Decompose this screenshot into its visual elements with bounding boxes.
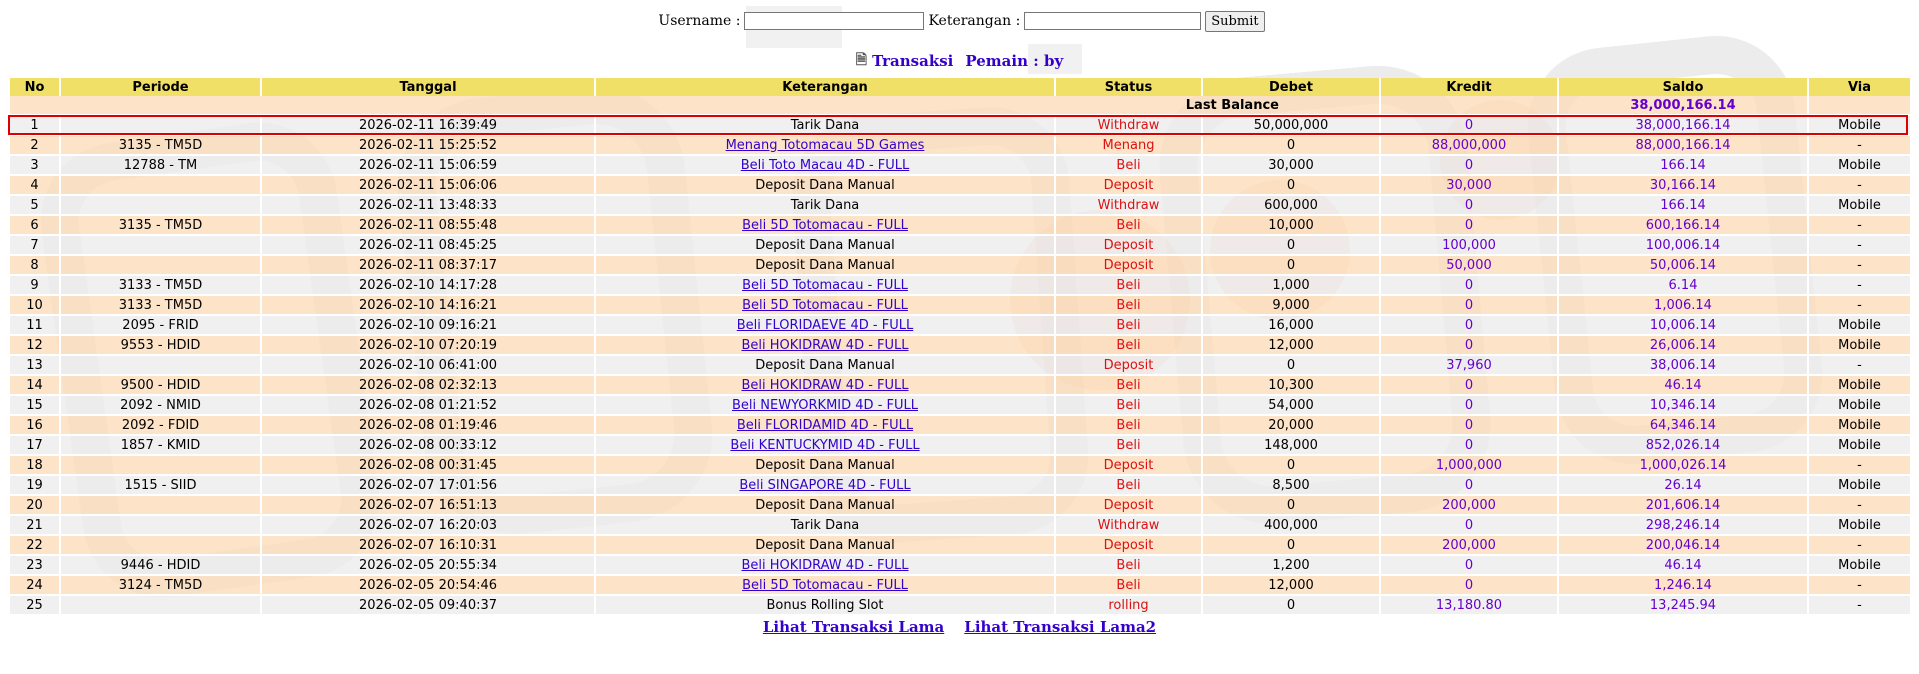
cell-no: 4	[10, 175, 60, 195]
cell-debet: 12,000	[1202, 575, 1380, 595]
col-periode: Periode	[60, 78, 261, 96]
table-row	[10, 535, 1911, 555]
table-row	[10, 595, 1911, 615]
cell-no: 3	[10, 155, 60, 175]
cell-periode: 2092 - NMID	[60, 395, 261, 415]
cell-tanggal: 2026-02-07 16:51:13	[261, 495, 595, 515]
cell-no: 10	[10, 295, 60, 315]
cell-status: Beli	[1055, 575, 1202, 595]
cell-keterangan: Deposit Dana Manual	[595, 235, 1055, 255]
table-row	[10, 135, 1911, 155]
cell-tanggal: 2026-02-10 14:16:21	[261, 295, 595, 315]
cell-debet: 0	[1202, 235, 1380, 255]
table-row	[10, 395, 1911, 415]
cell-status: Beli	[1055, 335, 1202, 355]
cell-saldo: 200,046.14	[1558, 535, 1808, 555]
table-row	[10, 175, 1911, 195]
cell-no: 24	[10, 575, 60, 595]
cell-debet: 0	[1202, 255, 1380, 275]
col-tanggal: Tanggal	[261, 78, 595, 96]
cell-kredit: 0	[1380, 275, 1558, 295]
table-row	[10, 495, 1911, 515]
keterangan-label: Keterangan :	[928, 13, 1021, 29]
table-row	[10, 315, 1911, 335]
cell-saldo: 38,006.14	[1558, 355, 1808, 375]
page-title	[0, 50, 1919, 72]
last-balance-value: 38,000,166.14	[1558, 96, 1808, 115]
cell-via: -	[1808, 175, 1911, 195]
cell-keterangan	[595, 135, 1055, 155]
cell-periode: 1515 - SIID	[60, 475, 261, 495]
cell-via: Mobile	[1808, 475, 1911, 495]
cell-kredit: 200,000	[1380, 495, 1558, 515]
table-row	[10, 555, 1911, 575]
col-kredit: Kredit	[1380, 78, 1558, 96]
cell-periode	[60, 115, 261, 135]
cell-no: 15	[10, 395, 60, 415]
cell-no: 21	[10, 515, 60, 535]
table-row	[10, 155, 1911, 175]
cell-via: -	[1808, 355, 1911, 375]
cell-no: 17	[10, 435, 60, 455]
keterangan-link[interactable]: Beli KENTUCKYMID 4D - FULL	[730, 437, 920, 453]
table-row	[10, 435, 1911, 455]
cell-no: 2	[10, 135, 60, 155]
cell-keterangan: Deposit Dana Manual	[595, 455, 1055, 475]
transaction-table	[10, 78, 1912, 616]
cell-saldo: 100,006.14	[1558, 235, 1808, 255]
cell-periode: 9553 - HDID	[60, 335, 261, 355]
cell-via: Mobile	[1808, 335, 1911, 355]
cell-no: 16	[10, 415, 60, 435]
cell-status: Deposit	[1055, 255, 1202, 275]
cell-via: Mobile	[1808, 315, 1911, 335]
cell-via: -	[1808, 255, 1911, 275]
cell-tanggal: 2026-02-11 15:25:52	[261, 135, 595, 155]
cell-debet: 10,000	[1202, 215, 1380, 235]
cell-keterangan: Bonus Rolling Slot	[595, 595, 1055, 615]
cell-keterangan	[595, 215, 1055, 235]
col-debet: Debet	[1202, 78, 1380, 96]
cell-keterangan	[595, 315, 1055, 335]
cell-kredit: 0	[1380, 395, 1558, 415]
cell-saldo: 13,245.94	[1558, 595, 1808, 615]
cell-tanggal: 2026-02-11 15:06:59	[261, 155, 595, 175]
cell-debet: 30,000	[1202, 155, 1380, 175]
table-row	[10, 295, 1911, 315]
cell-via: Mobile	[1808, 155, 1911, 175]
cell-tanggal: 2026-02-10 09:16:21	[261, 315, 595, 335]
cell-saldo: 6.14	[1558, 275, 1808, 295]
col-saldo: Saldo	[1558, 78, 1808, 96]
cell-tanggal: 2026-02-08 00:31:45	[261, 455, 595, 475]
cell-debet: 12,000	[1202, 335, 1380, 355]
keterangan-link[interactable]: Beli HOKIDRAW 4D - FULL	[741, 337, 909, 353]
submit-button[interactable]: Submit	[1205, 11, 1264, 32]
cell-via: Mobile	[1808, 195, 1911, 215]
cell-periode	[60, 495, 261, 515]
cell-no: 14	[10, 375, 60, 395]
table-row	[10, 475, 1911, 495]
cell-debet: 0	[1202, 455, 1380, 475]
cell-kredit: 0	[1380, 475, 1558, 495]
cell-keterangan	[595, 155, 1055, 175]
keterangan-link[interactable]: Menang Totomacau 5D Games	[725, 137, 925, 153]
cell-status: Beli	[1055, 215, 1202, 235]
table-row	[10, 255, 1911, 275]
cell-keterangan: Deposit Dana Manual	[595, 175, 1055, 195]
cell-via: -	[1808, 455, 1911, 475]
cell-via: -	[1808, 135, 1911, 155]
cell-via: Mobile	[1808, 115, 1911, 135]
cell-saldo: 852,026.14	[1558, 435, 1808, 455]
table-row	[10, 235, 1911, 255]
cell-status: Deposit	[1055, 355, 1202, 375]
keterangan-link[interactable]: Beli 5D Totomacau - FULL	[742, 217, 908, 233]
cell-kredit: 30,000	[1380, 175, 1558, 195]
cell-tanggal: 2026-02-08 01:19:46	[261, 415, 595, 435]
keterangan-link[interactable]: Beli FLORIDAEVE 4D - FULL	[736, 317, 914, 333]
cell-keterangan: Tarik Dana	[595, 115, 1055, 135]
cell-status: Withdraw	[1055, 515, 1202, 535]
cell-periode: 9500 - HDID	[60, 375, 261, 395]
cell-no: 13	[10, 355, 60, 375]
cell-status: Deposit	[1055, 235, 1202, 255]
cell-no: 7	[10, 235, 60, 255]
cell-periode	[60, 595, 261, 615]
cell-saldo: 10,006.14	[1558, 315, 1808, 335]
cell-tanggal: 2026-02-05 20:55:34	[261, 555, 595, 575]
cell-periode	[60, 235, 261, 255]
cell-kredit: 0	[1380, 155, 1558, 175]
cell-keterangan	[595, 475, 1055, 495]
cell-kredit: 0	[1380, 315, 1558, 335]
cell-status: Menang	[1055, 135, 1202, 155]
title-pemain: Pemain : by	[965, 52, 1064, 70]
cell-tanggal: 2026-02-10 07:20:19	[261, 335, 595, 355]
table-row	[10, 215, 1911, 235]
cell-saldo: 166.14	[1558, 195, 1808, 215]
cell-tanggal: 2026-02-11 16:39:49	[261, 115, 595, 135]
keterangan-link[interactable]: Beli SINGAPORE 4D - FULL	[739, 477, 911, 493]
cell-status: Withdraw	[1055, 195, 1202, 215]
cell-tanggal: 2026-02-11 13:48:33	[261, 195, 595, 215]
cell-tanggal: 2026-02-05 20:54:46	[261, 575, 595, 595]
cell-via: -	[1808, 495, 1911, 515]
cell-status: Beli	[1055, 315, 1202, 335]
cell-periode: 2095 - FRID	[60, 315, 261, 335]
cell-status: Beli	[1055, 295, 1202, 315]
cell-via: Mobile	[1808, 555, 1911, 575]
cell-periode	[60, 535, 261, 555]
cell-status: Deposit	[1055, 455, 1202, 475]
cell-debet: 16,000	[1202, 315, 1380, 335]
cell-kredit: 0	[1380, 435, 1558, 455]
cell-periode: 3124 - TM5D	[60, 575, 261, 595]
cell-no: 18	[10, 455, 60, 475]
cell-saldo: 88,000,166.14	[1558, 135, 1808, 155]
cell-debet: 0	[1202, 595, 1380, 615]
cell-status: Beli	[1055, 475, 1202, 495]
cell-debet: 1,000	[1202, 275, 1380, 295]
cell-no: 9	[10, 275, 60, 295]
cell-no: 6	[10, 215, 60, 235]
cell-keterangan: Tarik Dana	[595, 195, 1055, 215]
cell-saldo: 600,166.14	[1558, 215, 1808, 235]
cell-status: Deposit	[1055, 175, 1202, 195]
lihat-transaksi-lama-link[interactable]: Lihat Transaksi Lama	[762, 618, 945, 636]
username-input[interactable]	[744, 12, 924, 30]
cell-debet: 400,000	[1202, 515, 1380, 535]
cell-kredit: 0	[1380, 115, 1558, 135]
cell-keterangan: Deposit Dana Manual	[595, 535, 1055, 555]
table-row	[10, 275, 1911, 295]
cell-periode	[60, 255, 261, 275]
cell-keterangan	[595, 295, 1055, 315]
cell-status: Deposit	[1055, 535, 1202, 555]
cell-debet: 148,000	[1202, 435, 1380, 455]
cell-kredit: 37,960	[1380, 355, 1558, 375]
table-header	[10, 78, 1911, 96]
cell-tanggal: 2026-02-08 01:21:52	[261, 395, 595, 415]
cell-saldo: 46.14	[1558, 375, 1808, 395]
cell-periode: 3133 - TM5D	[60, 295, 261, 315]
cell-kredit: 50,000	[1380, 255, 1558, 275]
col-no: No	[10, 78, 60, 96]
cell-status: Withdraw	[1055, 115, 1202, 135]
cell-via: Mobile	[1808, 415, 1911, 435]
keterangan-link[interactable]: Beli 5D Totomacau - FULL	[742, 297, 908, 313]
cell-via: Mobile	[1808, 375, 1911, 395]
cell-debet: 10,300	[1202, 375, 1380, 395]
cell-debet: 0	[1202, 495, 1380, 515]
cell-kredit: 200,000	[1380, 535, 1558, 555]
cell-keterangan: Deposit Dana Manual	[595, 355, 1055, 375]
cell-saldo: 166.14	[1558, 155, 1808, 175]
cell-kredit: 1,000,000	[1380, 455, 1558, 475]
cell-debet: 8,500	[1202, 475, 1380, 495]
cell-via: -	[1808, 275, 1911, 295]
cell-kredit: 0	[1380, 555, 1558, 575]
cell-saldo: 64,346.14	[1558, 415, 1808, 435]
keterangan-link[interactable]: Beli Toto Macau 4D - FULL	[740, 157, 910, 173]
cell-kredit: 0	[1380, 515, 1558, 535]
cell-no: 8	[10, 255, 60, 275]
cell-periode	[60, 175, 261, 195]
cell-keterangan	[595, 575, 1055, 595]
cell-saldo: 50,006.14	[1558, 255, 1808, 275]
cell-no: 12	[10, 335, 60, 355]
cell-debet: 0	[1202, 535, 1380, 555]
cell-debet: 9,000	[1202, 295, 1380, 315]
cell-keterangan	[595, 335, 1055, 355]
cell-tanggal: 2026-02-08 00:33:12	[261, 435, 595, 455]
search-form	[0, 10, 1919, 32]
cell-via: -	[1808, 295, 1911, 315]
cell-via: -	[1808, 595, 1911, 615]
keterangan-link[interactable]: Beli 5D Totomacau - FULL	[742, 577, 908, 593]
cell-tanggal: 2026-02-07 17:01:56	[261, 475, 595, 495]
cell-via: Mobile	[1808, 395, 1911, 415]
table-row	[10, 515, 1911, 535]
cell-no: 23	[10, 555, 60, 575]
cell-tanggal: 2026-02-07 16:20:03	[261, 515, 595, 535]
cell-periode: 1857 - KMID	[60, 435, 261, 455]
title-transaksi: Transaksi	[872, 52, 954, 70]
cell-keterangan	[595, 275, 1055, 295]
keterangan-link[interactable]: Beli NEWYORKMID 4D - FULL	[732, 397, 918, 413]
footer-links	[0, 617, 1919, 637]
cell-status: Deposit	[1055, 495, 1202, 515]
cell-via: -	[1808, 575, 1911, 595]
cell-debet: 0	[1202, 135, 1380, 155]
cell-no: 22	[10, 535, 60, 555]
keterangan-link[interactable]: Beli HOKIDRAW 4D - FULL	[741, 377, 909, 393]
table-row	[10, 455, 1911, 475]
cell-status: Beli	[1055, 555, 1202, 575]
cell-keterangan	[595, 375, 1055, 395]
cell-saldo: 30,166.14	[1558, 175, 1808, 195]
cell-status: Beli	[1055, 155, 1202, 175]
cell-periode	[60, 195, 261, 215]
cell-tanggal: 2026-02-11 08:55:48	[261, 215, 595, 235]
table-row	[10, 355, 1911, 375]
cell-saldo: 26.14	[1558, 475, 1808, 495]
cell-status: Beli	[1055, 415, 1202, 435]
cell-keterangan	[595, 415, 1055, 435]
table-row	[10, 115, 1911, 135]
cell-kredit: 0	[1380, 195, 1558, 215]
cell-periode: 3135 - TM5D	[60, 215, 261, 235]
col-via: Via	[1808, 78, 1911, 96]
cell-kredit: 0	[1380, 295, 1558, 315]
last-balance-spacer	[1380, 96, 1558, 115]
cell-debet: 20,000	[1202, 415, 1380, 435]
cell-saldo: 1,246.14	[1558, 575, 1808, 595]
cell-status: rolling	[1055, 595, 1202, 615]
cell-debet: 50,000,000	[1202, 115, 1380, 135]
cell-tanggal: 2026-02-07 16:10:31	[261, 535, 595, 555]
cell-periode: 3133 - TM5D	[60, 275, 261, 295]
cell-tanggal: 2026-02-10 06:41:00	[261, 355, 595, 375]
cell-tanggal: 2026-02-10 14:17:28	[261, 275, 595, 295]
table-row	[10, 335, 1911, 355]
cell-kredit: 13,180.80	[1380, 595, 1558, 615]
cell-tanggal: 2026-02-08 02:32:13	[261, 375, 595, 395]
cell-saldo: 298,246.14	[1558, 515, 1808, 535]
cell-debet: 54,000	[1202, 395, 1380, 415]
cell-periode	[60, 355, 261, 375]
cell-kredit: 0	[1380, 575, 1558, 595]
cell-kredit: 100,000	[1380, 235, 1558, 255]
cell-tanggal: 2026-02-05 09:40:37	[261, 595, 595, 615]
last-balance-label: Last Balance	[10, 96, 1380, 115]
cell-kredit: 0	[1380, 215, 1558, 235]
cell-keterangan	[595, 395, 1055, 415]
cell-saldo: 26,006.14	[1558, 335, 1808, 355]
cell-status: Beli	[1055, 275, 1202, 295]
cell-periode: 12788 - TM	[60, 155, 261, 175]
cell-debet: 0	[1202, 175, 1380, 195]
cell-no: 5	[10, 195, 60, 215]
keterangan-link[interactable]: Beli 5D Totomacau - FULL	[742, 277, 908, 293]
cell-saldo: 201,606.14	[1558, 495, 1808, 515]
table-row	[10, 575, 1911, 595]
cell-no: 19	[10, 475, 60, 495]
cell-kredit: 0	[1380, 335, 1558, 355]
col-keterangan: Keterangan	[595, 78, 1055, 96]
cell-periode	[60, 455, 261, 475]
cell-debet: 1,200	[1202, 555, 1380, 575]
cell-tanggal: 2026-02-11 15:06:06	[261, 175, 595, 195]
document-icon: 🗎	[855, 52, 868, 68]
cell-kredit: 0	[1380, 415, 1558, 435]
table-row	[10, 415, 1911, 435]
username-label: Username :	[658, 13, 741, 29]
cell-kredit: 88,000,000	[1380, 135, 1558, 155]
last-balance-via	[1808, 96, 1911, 115]
cell-status: Beli	[1055, 375, 1202, 395]
cell-via: -	[1808, 215, 1911, 235]
cell-saldo: 10,346.14	[1558, 395, 1808, 415]
cell-periode	[60, 515, 261, 535]
table-row	[10, 375, 1911, 395]
cell-keterangan	[595, 555, 1055, 575]
cell-tanggal: 2026-02-11 08:37:17	[261, 255, 595, 275]
cell-via: -	[1808, 235, 1911, 255]
table-row	[10, 195, 1911, 215]
cell-periode: 3135 - TM5D	[60, 135, 261, 155]
cell-tanggal: 2026-02-11 08:45:25	[261, 235, 595, 255]
cell-periode: 9446 - HDID	[60, 555, 261, 575]
keterangan-link[interactable]: Beli FLORIDAMID 4D - FULL	[736, 417, 914, 433]
cell-status: Beli	[1055, 435, 1202, 455]
cell-via: Mobile	[1808, 435, 1911, 455]
cell-periode: 2092 - FDID	[60, 415, 261, 435]
cell-kredit: 0	[1380, 375, 1558, 395]
keterangan-input[interactable]	[1024, 12, 1201, 30]
cell-no: 20	[10, 495, 60, 515]
cell-saldo: 46.14	[1558, 555, 1808, 575]
cell-saldo: 1,000,026.14	[1558, 455, 1808, 475]
cell-keterangan: Deposit Dana Manual	[595, 255, 1055, 275]
cell-saldo: 38,000,166.14	[1558, 115, 1808, 135]
cell-no: 25	[10, 595, 60, 615]
lihat-transaksi-lama2-link[interactable]: Lihat Transaksi Lama2	[964, 618, 1157, 636]
cell-keterangan: Deposit Dana Manual	[595, 495, 1055, 515]
cell-status: Beli	[1055, 395, 1202, 415]
cell-debet: 0	[1202, 355, 1380, 375]
cell-keterangan	[595, 435, 1055, 455]
cell-no: 11	[10, 315, 60, 335]
cell-debet: 600,000	[1202, 195, 1380, 215]
cell-via: -	[1808, 535, 1911, 555]
keterangan-link[interactable]: Beli HOKIDRAW 4D - FULL	[741, 557, 909, 573]
cell-no: 1	[10, 115, 60, 135]
cell-keterangan: Tarik Dana	[595, 515, 1055, 535]
cell-saldo: 1,006.14	[1558, 295, 1808, 315]
col-status: Status	[1055, 78, 1202, 96]
cell-via: Mobile	[1808, 515, 1911, 535]
last-balance-row	[10, 96, 1911, 115]
